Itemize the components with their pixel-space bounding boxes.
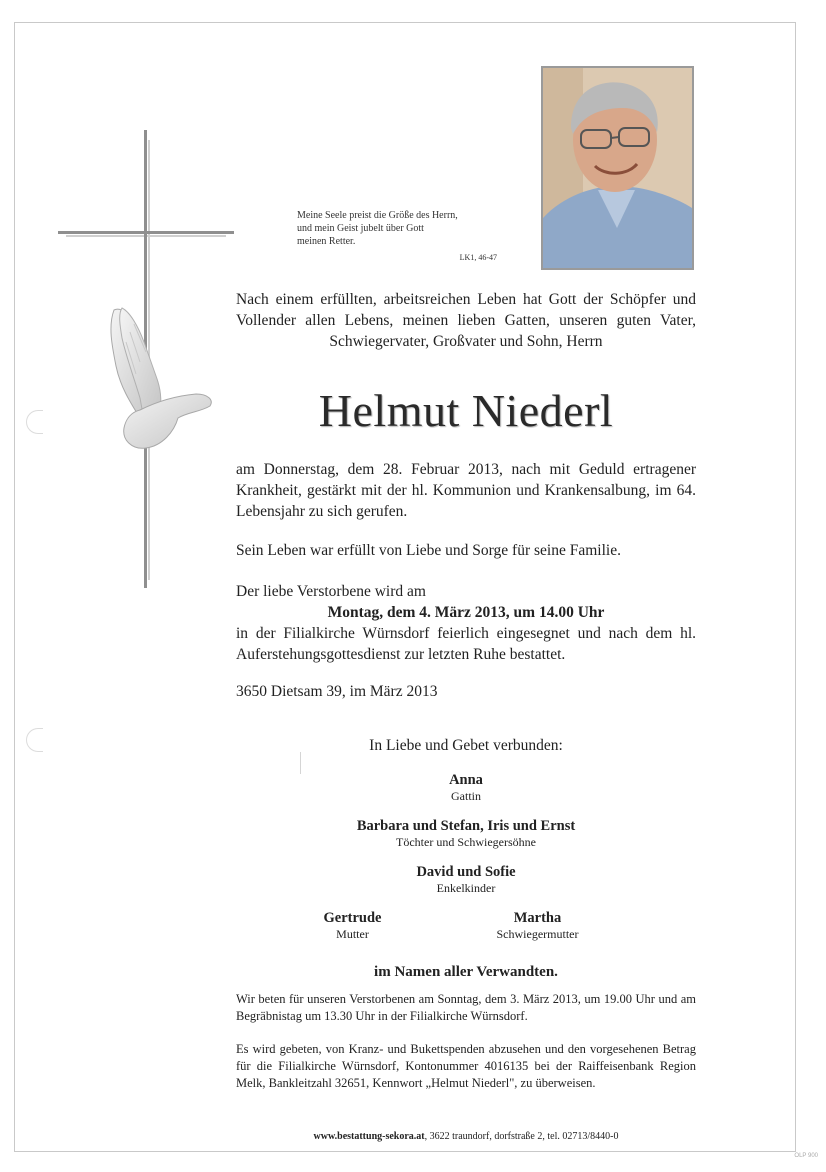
- mourner-name: Barbara und Stefan, Iris und Ernst: [356, 818, 576, 834]
- punch-hole-mark: [26, 728, 43, 752]
- verse-line: Meine Seele preist die Größe des Herrn,: [297, 210, 458, 221]
- place-date: 3650 Dietsam 39, im März 2013: [236, 683, 438, 700]
- punch-hole-mark: [26, 410, 43, 434]
- life-statement: Sein Leben war erfüllt von Liebe und Sorge für seine Familie.: [236, 542, 621, 559]
- praying-hands-icon: [100, 302, 218, 452]
- verse-reference: LK1, 46-47: [459, 253, 497, 262]
- funeral-announcement: [236, 581, 696, 665]
- corner-code: OLP 900: [794, 1153, 818, 1159]
- mourner-name: Martha: [513, 910, 562, 926]
- funeral-home-footer: [236, 1130, 696, 1143]
- mourner-role: Enkelkinder: [436, 881, 496, 895]
- mourners-heading: In Liebe und Gebet verbunden:: [369, 737, 563, 754]
- funeral-date-time: Montag, dem 4. März 2013, um 14.00 Uhr: [327, 604, 605, 621]
- mourner-group: [497, 910, 579, 956]
- footer-website: www.bestattung-sekora.at: [313, 1131, 425, 1142]
- death-notice: am Donnerstag, dem 28. Februar 2013, nach mit Geduld ertragener Krankheit, gestärkt mit der hl. Kommunion und Krankensalbung, im 64. Lebensjahr zu sich gerufen.: [236, 461, 696, 520]
- verse-line: meinen Retter.: [297, 236, 356, 247]
- mourner-role: Schwiegermutter: [496, 927, 579, 941]
- donation-notice: Es wird gebeten, von Kranz- und Bukettspenden abzusehen und den vorgesehenen Betrag für die Filialkirche Würnsdorf, Kontonummer 4016135 bei der Raiffeisenbank Region Melk, Bankleitzahl 32651, Kennwort „Helmut Niederl", zu überweisen.: [236, 1042, 696, 1090]
- deceased-name: Helmut Niederl: [318, 385, 614, 436]
- mourner-role: Gattin: [451, 789, 481, 803]
- mourner-name: Anna: [449, 772, 483, 788]
- verse-line: und mein Geist jubelt über Gott: [297, 223, 424, 234]
- mourner-name: David und Sofie: [416, 864, 516, 880]
- mourner-group: [236, 772, 696, 804]
- portrait-photo: [541, 66, 694, 270]
- footer-address: , 3622 traundorf, dorfstraße 2, tel. 02713/8440-0: [424, 1131, 619, 1142]
- mourner-role: Töchter und Schwiegersöhne: [396, 835, 536, 849]
- mourner-pair: [236, 910, 696, 956]
- mourner-group: [236, 864, 696, 896]
- mourners-list: [236, 736, 696, 982]
- mourner-group: [324, 910, 382, 956]
- intro-paragraph: Nach einem erfüllten, arbeitsreichen Leben hat Gott der Schöpfer und Vollender allen Lebens, meinen lieben Gatten, unseren guten Vater, Schwiegervater, Großvater und Sohn, Herrn: [236, 291, 696, 350]
- prayer-notice: Wir beten für unseren Verstorbenen am Sonntag, dem 3. März 2013, um 19.00 Uhr und am Begräbnistag um 13.30 Uhr in der Filialkirche Würnsdorf.: [236, 992, 696, 1023]
- bible-verse: [297, 209, 497, 264]
- mourner-role: Mutter: [336, 927, 369, 941]
- mourner-name: Gertrude: [323, 910, 382, 926]
- funeral-details: in der Filialkirche Würnsdorf feierlich eingesegnet und nach dem hl. Auferstehungsgottesdienst zur letzten Ruhe bestattet.: [236, 625, 696, 663]
- funeral-intro: Der liebe Verstorbene wird am: [236, 583, 426, 600]
- mourners-closing: im Namen aller Verwandten.: [374, 964, 558, 980]
- mourner-group: [236, 818, 696, 850]
